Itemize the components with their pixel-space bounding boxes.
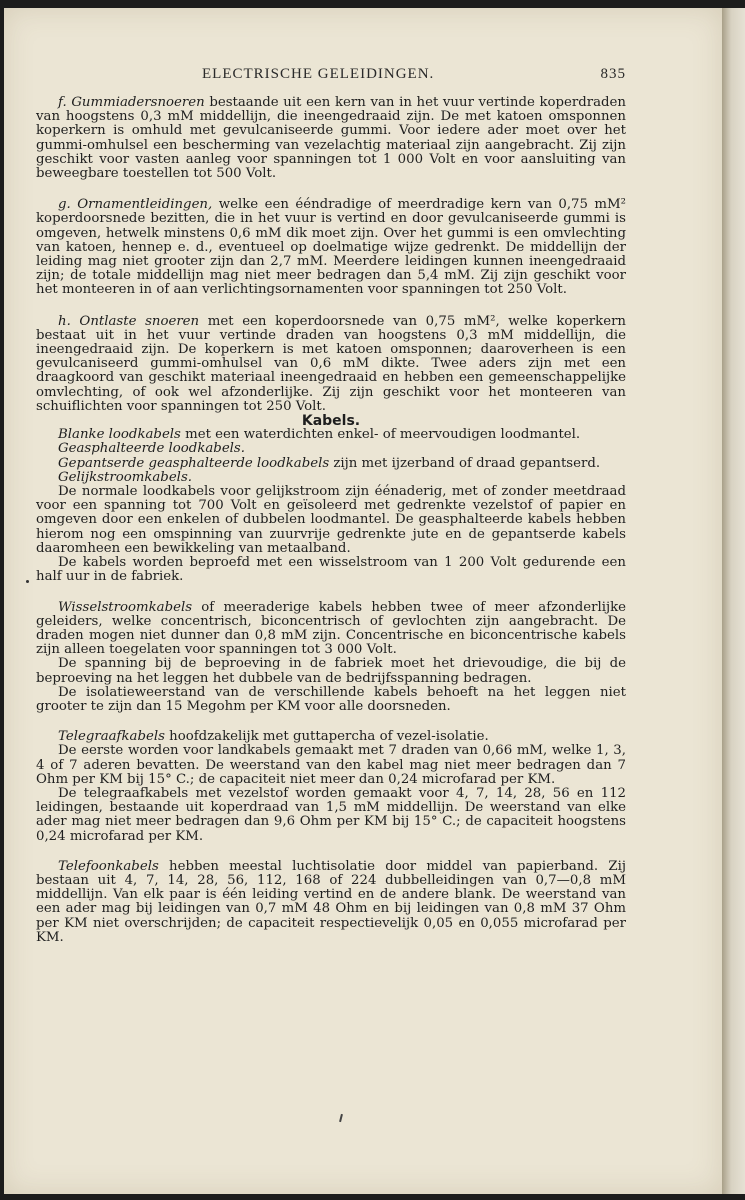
term: Telefoonkabels <box>58 858 159 874</box>
paragraph-spanning: De spanning bij de beproeving in de fabriek moet het drievoudige, die bij de beproeving na het leggen het dubbele van de bedrijfsspanning bedragen. <box>36 656 626 686</box>
term: Wisselstroomkabels <box>58 599 193 615</box>
print-speck <box>26 580 29 583</box>
paragraph-gepantserde <box>36 457 626 471</box>
text: of meeraderige kabels hebben twee of meer afzonderlijke geleiders, welke concentrisch, biconcentrisch of gevlochten zijn aangebracht. De draden mogen niet dunner dan 0,8 mM zijn. Concentrische en biconcentrische kabels zijn alleen toegelaten voor spanningen tot 3 000 Volt. <box>36 599 627 658</box>
term: Gepantserde geasphalteerde loodkabels <box>58 455 330 471</box>
item-label: h. <box>58 313 71 329</box>
paragraph-eerste: De eerste worden voor landkabels gemaakt met 7 draden van 0,66 mM, welke 1, 3, 4 of 7 aderen bevatten. De weerstand van den kabel mag niet meer bedragen dan 7 Ohm per KM bij 15° C.; de capaciteit niet meer dan 0,24 microfarad per KM. <box>36 743 626 787</box>
paragraph-blanke <box>36 428 626 442</box>
geasphalteerde-line: Geasphalteerde loodkabels. <box>58 441 245 457</box>
paragraph-normale: De normale loodkabels voor gelijkstroom zijn éénaderig, met of zonder meetdraad voor een spanning tot 700 Volt en geïsoleerd met gedrenkte vezelstof of papier en omgeven door een enkelen of dubbelen loodmantel. De geasphalteerde kabels hebben hierom nog een omspinning van zuurvrije gedrenkte jute en de gepantserde kabels daaromheen een bewikkeling van metaalband. <box>36 484 626 556</box>
paragraph-telefoon <box>36 860 626 945</box>
text: hoofdzakelijk met guttapercha of vezel-isolatie. <box>169 729 489 745</box>
paragraph-telegraaf <box>36 730 626 744</box>
item-term: Ornamentleidingen, <box>77 197 213 213</box>
text: hebben meestal luchtisolatie door middel van papierband. Zij bestaan uit 4, 7, 14, 28, 56, 112, 168 of 224 dubbelleidingen van 0,7—0,8 mM middellijn. Van elk paar is één leiding vertind en de andere blank. De weerstand van een ader mag bij leidingen van 0,7 mM 48 Ohm en bij leidingen van 0,8 mM 37 Ohm per KM niet overschrijden; de capaciteit respectievelijk 0,05 en 0,055 microfarad per KM. <box>36 858 626 945</box>
text: zijn met ijzerband of draad gepantserd. <box>333 455 601 471</box>
page-number: 835 <box>600 66 626 82</box>
page-body <box>36 96 626 945</box>
running-head-title: ELECTRISCHE GELEIDINGEN. <box>202 66 435 82</box>
item-label: g. <box>58 197 71 213</box>
running-head <box>36 66 626 86</box>
item-text: met een koperdoorsnede van 0,75 mM², welke koperkern bestaat uit in het vuur vertinde draden van hoogstens 0,3 mM middellijn, die ineengedraaid zijn. De koperkern is met katoen omsponnen; daaroverheen is een gevulcaniseerd gummi-omhulsel van 0,6 mM dikte. Twee aders zijn met een draagkoord van geschikt materiaal ineengedraaid en hebben een gemeenschappelijke omvlechting, of ook wel afzonderlijke. Zij zijn geschikt voor het monteeren van schuiflichten voor spanningen tot 250 Volt. <box>36 313 626 414</box>
item-label: f. <box>58 95 67 110</box>
text: met een waterdichten enkel- of meervoudigen loodmantel. <box>185 427 581 443</box>
paragraph-wissel <box>36 601 626 658</box>
term: Telegraafkabels <box>58 729 165 745</box>
item-text: welke een ééndradige of meerdradige kern van 0,75 mM² koperdoorsnede bezitten, die in het vuur is vertind en door gevulcaniseerde gummi is omgeven, hetwelk minstens 0,6 mM dik moet zijn. Over het gummi is een omvlechting van katoen, hennep e. d., eventueel op doelmatige wijze gedrenkt. De middellijn der leiding mag niet grooter zijn dan 2,7 mM. Meerdere leidingen kunnen ineengedraaid zijn; de totale middellijn mag niet meer bedragen dan 5,4 mM. Zij zijn geschikt voor het monteeren in of aan verlichtingsornamenten voor spanningen tot 250 Volt. <box>36 197 626 298</box>
paragraph-g <box>36 198 626 297</box>
paragraph-beproefd: De kabels worden beproefd met een wisselstroom van 1 200 Volt gedurende een half uur in de fabriek. <box>36 555 626 585</box>
term: Blanke loodkabels <box>58 427 181 443</box>
gelijkstroom-line: Gelijkstroomkabels. <box>58 469 192 485</box>
item-term: Ontlaste snoeren <box>79 313 200 329</box>
book-spine-edge <box>722 8 745 1194</box>
paragraph-isolatie: De isolatieweerstand van de verschillende kabels behoeft na het leggen niet grooter te zijn dan 15 Megohm per KM voor alle doorsneden. <box>36 684 626 714</box>
item-term: Gummiadersnoeren <box>71 95 205 110</box>
section-heading-kabels: Kabels. <box>301 413 361 430</box>
item-text: bestaande uit een kern van in het vuur vertinde koperdraden van hoogstens 0,3 mM middellijn, die ineengedraaid zijn. De met katoen omsponnen koperkern is omhuld met gevulcaniseerde gummi. Voor iedere ader moet over het gummi-omhulsel een bescherming van vezelachtig materiaal zijn aangebracht. Zij zijn geschikt voor vasten aanleg voor spanningen tot 1 000 Volt en voor aansluiting van beweegbare toestellen tot 500 Volt. <box>36 95 626 182</box>
paragraph-h <box>36 315 626 414</box>
paragraph-f <box>36 96 626 181</box>
paragraph-vezelstof: De telegraafkabels met vezelstof worden gemaakt voor 4, 7, 14, 28, 56 en 112 leidingen, bestaande uit koperdraad van 1,5 mM middellijn. De weerstand van elke ader mag niet meer bedragen dan 9,6 Ohm per KM bij 15° C.; de capaciteit hoogstens 0,24 microfarad per KM. <box>36 785 626 844</box>
